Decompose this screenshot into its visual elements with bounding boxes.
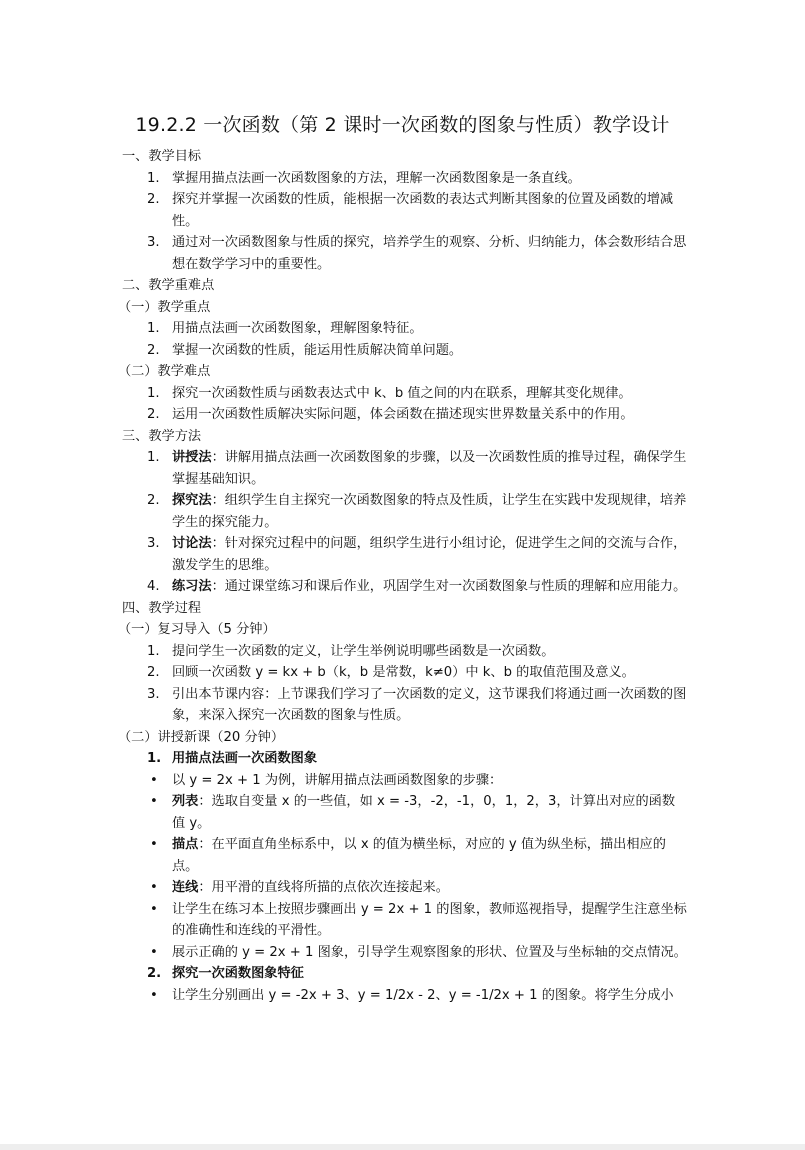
numbered-heading: 2. 探究一次函数图象特征 — [147, 966, 304, 981]
bullet-item: • 描点：在平面直角坐标系中，以 x 的值为横坐标，对应的 y 值为纵坐标，描出相应的点。 — [150, 837, 666, 874]
subsection-heading: （二）教学难点 — [118, 364, 211, 379]
list-item: 2. 回顾一次函数 y = kx + b（k，b 是常数，k≠0）中 k、b 的取值范围及意义。 — [147, 665, 635, 680]
method-term: 探究法 — [172, 493, 212, 508]
method-term: 讨论法 — [172, 536, 212, 551]
subsection-heading: （二）讲授新课（20 分钟） — [118, 729, 285, 745]
list-item: 1. 提问学生一次函数的定义，让学生举例说明哪些函数是一次函数。 — [147, 643, 555, 659]
list-item: 4. 练习法：通过课堂练习和课后作业，巩固学生对一次函数图象与性质的理解和应用能力。 — [147, 579, 687, 594]
list-item: 3. 引出本节课内容：上节课我们学习了一次函数的定义，这节课我们将通过画一次函数的图象，来深入探究一次函数的图象与性质。 — [147, 686, 687, 723]
bullet-item: • 以 y = 2x + 1 为例，讲解用描点法画函数图象的步骤： — [150, 772, 503, 788]
bullet-item: • 让学生分别画出 y = -2x + 3、y = 1/2x - 2、y = -1/2x + 1 的图象。将学生分成小 — [150, 987, 674, 1003]
list-item: 3. 讨论法：针对探究过程中的问题，组织学生进行小组讨论，促进学生之间的交流与合作，激发学生的思维。 — [147, 536, 687, 573]
section-heading: 三、教学方法 — [122, 428, 202, 444]
document-title: 19.2.2 一次函数（第 2 课时一次函数的图象与性质）教学设计 — [135, 114, 670, 136]
bullet-item: • 列表：选取自变量 x 的一些值，如 x = -3，-2，-1，0，1，2，3，计算出对应的函数值 y。 — [150, 794, 676, 831]
method-term: 练习法 — [172, 579, 212, 594]
subsection-heading: （一）复习导入（5 分钟） — [118, 622, 276, 637]
section-heading: 四、教学过程 — [122, 600, 202, 616]
subsection-heading: （一）教学重点 — [118, 299, 211, 315]
list-item: 2. 探究并掌握一次函数的性质，能根据一次函数的表达式判断其图象的位置及函数的增减性。 — [147, 192, 674, 229]
section-heading: 一、教学目标 — [122, 149, 202, 164]
section-heading: 二、教学重难点 — [122, 278, 215, 293]
list-item: 1. 用描点法画一次函数图象，理解图象特征。 — [147, 321, 423, 336]
bullet-item: • 展示正确的 y = 2x + 1 图象，引导学生观察图象的形状、位置及与坐标轴的交点情况。 — [150, 944, 687, 960]
list-item: 1. 掌握用描点法画一次函数图象的方法，理解一次函数图象是一条直线。 — [147, 170, 581, 186]
document-body — [118, 146, 687, 1006]
method-term: 讲授法 — [172, 450, 212, 465]
bullet-item: • 让学生在练习本上按照步骤画出 y = 2x + 1 的图象，教师巡视指导，提醒学生注意坐标的准确性和连线的平滑性。 — [150, 901, 687, 938]
bullet-item: • 连线：用平滑的直线将所描的点依次连接起来。 — [150, 880, 449, 895]
list-item: 3. 通过对一次函数图象与性质的探究，培养学生的观察、分析、归纳能力，体会数形结合思想在数学学习中的重要性。 — [147, 235, 687, 272]
list-item: 2. 掌握一次函数的性质，能运用性质解决简单问题。 — [147, 342, 463, 358]
list-item: 1. 探究一次函数性质与函数表达式中 k、b 值之间的内在联系，理解其变化规律。 — [147, 385, 632, 401]
numbered-heading: 1. 用描点法画一次函数图象 — [147, 751, 318, 766]
page-bottom-edge — [0, 1144, 805, 1150]
list-item: 2. 运用一次函数性质解决实际问题，体会函数在描述现实世界数量关系中的作用。 — [147, 407, 634, 422]
list-item: 1. 讲授法：讲解用描点法画一次函数图象的步骤，以及一次函数性质的推导过程，确保学生掌握基础知识。 — [147, 450, 687, 487]
list-item: 2. 探究法：组织学生自主探究一次函数图象的特点及性质，让学生在实践中发现规律，培养学生的探究能力。 — [147, 493, 687, 530]
